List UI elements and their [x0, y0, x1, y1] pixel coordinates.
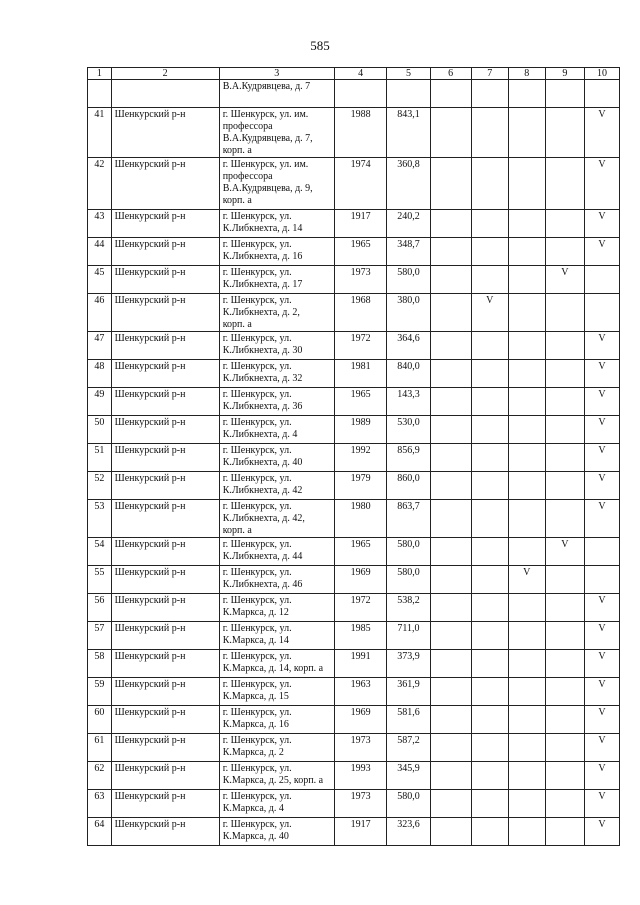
- column-6-mark: [430, 108, 471, 158]
- row-number-cell: 54: [88, 538, 112, 566]
- header-cell: 10: [584, 68, 619, 80]
- column-10-mark: [584, 80, 619, 108]
- table-row: [88, 472, 620, 500]
- column-8-mark: [508, 158, 545, 210]
- column-9-mark: [545, 444, 584, 472]
- year-cell: 1969: [334, 706, 386, 734]
- area-cell: 373,9: [387, 650, 430, 678]
- address-cell: г. Шенкурск, ул. К.Либкнехта, д. 42: [219, 472, 334, 500]
- table-row: [88, 706, 620, 734]
- district-cell: Шенкурский р-н: [111, 210, 219, 238]
- column-7-mark: [471, 238, 508, 266]
- column-10-mark: V: [584, 500, 619, 538]
- district-cell: Шенкурский р-н: [111, 472, 219, 500]
- area-cell: 360,8: [387, 158, 430, 210]
- row-number-cell: 57: [88, 622, 112, 650]
- column-10-mark: [584, 538, 619, 566]
- area-cell: 345,9: [387, 762, 430, 790]
- column-10-mark: V: [584, 360, 619, 388]
- column-9-mark: [545, 594, 584, 622]
- row-number-cell: 44: [88, 238, 112, 266]
- year-cell: 1985: [334, 622, 386, 650]
- district-cell: Шенкурский р-н: [111, 238, 219, 266]
- address-cell: г. Шенкурск, ул. К.Маркса, д. 14: [219, 622, 334, 650]
- address-cell: г. Шенкурск, ул. К.Либкнехта, д. 2, корп. а: [219, 294, 334, 332]
- row-number-cell: 62: [88, 762, 112, 790]
- column-9-mark: [545, 790, 584, 818]
- column-9-mark: [545, 678, 584, 706]
- column-7-mark: [471, 790, 508, 818]
- table-row: [88, 158, 620, 210]
- column-8-mark: [508, 538, 545, 566]
- district-cell: Шенкурский р-н: [111, 622, 219, 650]
- column-10-mark: V: [584, 678, 619, 706]
- area-cell: 580,0: [387, 790, 430, 818]
- column-6-mark: [430, 80, 471, 108]
- year-cell: 1965: [334, 238, 386, 266]
- column-10-mark: V: [584, 388, 619, 416]
- column-10-mark: V: [584, 332, 619, 360]
- address-cell: г. Шенкурск, ул. К.Либкнехта, д. 17: [219, 266, 334, 294]
- column-8-mark: [508, 790, 545, 818]
- table-row: [88, 108, 620, 158]
- table-row: [88, 566, 620, 594]
- column-9-mark: [545, 238, 584, 266]
- year-cell: 1991: [334, 650, 386, 678]
- column-8-mark: [508, 388, 545, 416]
- district-cell: Шенкурский р-н: [111, 762, 219, 790]
- column-9-mark: [545, 566, 584, 594]
- area-cell: 538,2: [387, 594, 430, 622]
- row-number-cell: 61: [88, 734, 112, 762]
- header-cell: 7: [471, 68, 508, 80]
- column-10-mark: V: [584, 734, 619, 762]
- district-cell: Шенкурский р-н: [111, 500, 219, 538]
- district-cell: Шенкурский р-н: [111, 416, 219, 444]
- district-cell: Шенкурский р-н: [111, 706, 219, 734]
- column-7-mark: [471, 734, 508, 762]
- address-cell: В.А.Кудрявцева, д. 7: [219, 80, 334, 108]
- address-cell: г. Шенкурск, ул. К.Маркса, д. 12: [219, 594, 334, 622]
- year-cell: 1969: [334, 566, 386, 594]
- column-9-mark: [545, 818, 584, 846]
- row-number-cell: 46: [88, 294, 112, 332]
- column-7-mark: V: [471, 294, 508, 332]
- address-cell: г. Шенкурск, ул. К.Либкнехта, д. 36: [219, 388, 334, 416]
- address-cell: г. Шенкурск, ул. К.Либкнехта, д. 46: [219, 566, 334, 594]
- table-row: [88, 790, 620, 818]
- table-row: [88, 444, 620, 472]
- district-cell: Шенкурский р-н: [111, 790, 219, 818]
- column-7-mark: [471, 706, 508, 734]
- district-cell: Шенкурский р-н: [111, 108, 219, 158]
- table-row: [88, 294, 620, 332]
- area-cell: 581,6: [387, 706, 430, 734]
- column-7-mark: [471, 500, 508, 538]
- address-cell: г. Шенкурск, ул. К.Либкнехта, д. 42, корп. а: [219, 500, 334, 538]
- area-cell: 580,0: [387, 566, 430, 594]
- year-cell: 1917: [334, 210, 386, 238]
- row-number-cell: 55: [88, 566, 112, 594]
- area-cell: 863,7: [387, 500, 430, 538]
- page-number: 585: [310, 38, 330, 53]
- header-cell: 5: [387, 68, 430, 80]
- row-number-cell: 52: [88, 472, 112, 500]
- column-10-mark: V: [584, 762, 619, 790]
- area-cell: 380,0: [387, 294, 430, 332]
- year-cell: 1979: [334, 472, 386, 500]
- column-9-mark: [545, 80, 584, 108]
- district-cell: Шенкурский р-н: [111, 388, 219, 416]
- table-row: [88, 238, 620, 266]
- district-cell: Шенкурский р-н: [111, 360, 219, 388]
- address-cell: г. Шенкурск, ул. К.Либкнехта, д. 30: [219, 332, 334, 360]
- table-row: [88, 210, 620, 238]
- address-cell: г. Шенкурск, ул. К.Маркса, д. 4: [219, 790, 334, 818]
- header-cell: 9: [545, 68, 584, 80]
- column-10-mark: [584, 294, 619, 332]
- column-9-mark: [545, 294, 584, 332]
- column-6-mark: [430, 762, 471, 790]
- area-cell: 348,7: [387, 238, 430, 266]
- row-number-cell: 47: [88, 332, 112, 360]
- header-cell: 6: [430, 68, 471, 80]
- address-cell: г. Шенкурск, ул. К.Либкнехта, д. 16: [219, 238, 334, 266]
- district-cell: Шенкурский р-н: [111, 444, 219, 472]
- header-cell: 3: [219, 68, 334, 80]
- year-cell: 1963: [334, 678, 386, 706]
- address-cell: г. Шенкурск, ул. К.Маркса, д. 25, корп. а: [219, 762, 334, 790]
- column-7-mark: [471, 266, 508, 294]
- column-9-mark: [545, 210, 584, 238]
- table-row: [88, 538, 620, 566]
- row-number-cell: [88, 80, 112, 108]
- column-8-mark: [508, 706, 545, 734]
- column-9-mark: [545, 622, 584, 650]
- column-9-mark: [545, 706, 584, 734]
- year-cell: 1981: [334, 360, 386, 388]
- column-6-mark: [430, 734, 471, 762]
- column-10-mark: V: [584, 416, 619, 444]
- column-9-mark: [545, 416, 584, 444]
- column-7-mark: [471, 622, 508, 650]
- area-cell: 323,6: [387, 818, 430, 846]
- table-row: [88, 360, 620, 388]
- address-cell: г. Шенкурск, ул. К.Маркса, д. 2: [219, 734, 334, 762]
- column-6-mark: [430, 332, 471, 360]
- column-6-mark: [430, 650, 471, 678]
- area-cell: 587,2: [387, 734, 430, 762]
- row-number-cell: 49: [88, 388, 112, 416]
- column-10-mark: V: [584, 650, 619, 678]
- column-10-mark: V: [584, 818, 619, 846]
- column-8-mark: [508, 650, 545, 678]
- address-cell: г. Шенкурск, ул. К.Маркса, д. 15: [219, 678, 334, 706]
- year-cell: 1917: [334, 818, 386, 846]
- column-6-mark: [430, 158, 471, 210]
- table-row: [88, 80, 620, 108]
- column-10-mark: V: [584, 238, 619, 266]
- district-cell: Шенкурский р-н: [111, 566, 219, 594]
- address-cell: г. Шенкурск, ул. К.Либкнехта, д. 40: [219, 444, 334, 472]
- column-10-mark: [584, 266, 619, 294]
- column-8-mark: [508, 416, 545, 444]
- column-9-mark: V: [545, 538, 584, 566]
- column-8-mark: [508, 594, 545, 622]
- column-7-mark: [471, 332, 508, 360]
- year-cell: 1992: [334, 444, 386, 472]
- column-8-mark: V: [508, 566, 545, 594]
- column-8-mark: [508, 80, 545, 108]
- column-9-mark: [545, 388, 584, 416]
- column-6-mark: [430, 210, 471, 238]
- table-row: [88, 734, 620, 762]
- column-8-mark: [508, 444, 545, 472]
- column-10-mark: V: [584, 594, 619, 622]
- column-7-mark: [471, 818, 508, 846]
- address-cell: г. Шенкурск, ул. К.Маркса, д. 14, корп. а: [219, 650, 334, 678]
- housing-register-table: [87, 67, 620, 846]
- row-number-cell: 60: [88, 706, 112, 734]
- year-cell: 1980: [334, 500, 386, 538]
- header-cell: 1: [88, 68, 112, 80]
- column-8-mark: [508, 622, 545, 650]
- address-cell: г. Шенкурск, ул. К.Либкнехта, д. 14: [219, 210, 334, 238]
- table-row: [88, 650, 620, 678]
- area-cell: 364,6: [387, 332, 430, 360]
- column-7-mark: [471, 762, 508, 790]
- column-8-mark: [508, 266, 545, 294]
- column-10-mark: V: [584, 472, 619, 500]
- row-number-cell: 53: [88, 500, 112, 538]
- year-cell: 1973: [334, 266, 386, 294]
- column-7-mark: [471, 388, 508, 416]
- district-cell: Шенкурский р-н: [111, 332, 219, 360]
- column-6-mark: [430, 818, 471, 846]
- column-7-mark: [471, 158, 508, 210]
- column-10-mark: V: [584, 790, 619, 818]
- address-cell: г. Шенкурск, ул. К.Либкнехта, д. 32: [219, 360, 334, 388]
- table-row: [88, 818, 620, 846]
- area-cell: 240,2: [387, 210, 430, 238]
- column-8-mark: [508, 294, 545, 332]
- column-8-mark: [508, 818, 545, 846]
- column-9-mark: [545, 650, 584, 678]
- area-cell: 860,0: [387, 472, 430, 500]
- table-row: [88, 762, 620, 790]
- column-6-mark: [430, 622, 471, 650]
- table-row: [88, 622, 620, 650]
- column-8-mark: [508, 332, 545, 360]
- year-cell: 1965: [334, 388, 386, 416]
- table-row: [88, 332, 620, 360]
- column-9-mark: [545, 734, 584, 762]
- column-9-mark: [545, 332, 584, 360]
- column-10-mark: V: [584, 622, 619, 650]
- column-7-mark: [471, 360, 508, 388]
- column-6-mark: [430, 500, 471, 538]
- column-8-mark: [508, 210, 545, 238]
- column-9-mark: [545, 762, 584, 790]
- column-6-mark: [430, 444, 471, 472]
- row-number-cell: 59: [88, 678, 112, 706]
- address-cell: г. Шенкурск, ул. им. профессора В.А.Кудрявцева, д. 7, корп. а: [219, 108, 334, 158]
- column-9-mark: [545, 500, 584, 538]
- row-number-cell: 43: [88, 210, 112, 238]
- row-number-cell: 56: [88, 594, 112, 622]
- column-7-mark: [471, 472, 508, 500]
- table-row: [88, 388, 620, 416]
- district-cell: Шенкурский р-н: [111, 158, 219, 210]
- year-cell: 1973: [334, 790, 386, 818]
- column-10-mark: V: [584, 210, 619, 238]
- address-cell: г. Шенкурск, ул. К.Либкнехта, д. 44: [219, 538, 334, 566]
- column-8-mark: [508, 360, 545, 388]
- area-cell: 843,1: [387, 108, 430, 158]
- year-cell: 1972: [334, 594, 386, 622]
- column-6-mark: [430, 790, 471, 818]
- column-6-mark: [430, 472, 471, 500]
- row-number-cell: 41: [88, 108, 112, 158]
- area-cell: 143,3: [387, 388, 430, 416]
- year-cell: [334, 80, 386, 108]
- column-10-mark: V: [584, 444, 619, 472]
- year-cell: 1993: [334, 762, 386, 790]
- row-number-cell: 51: [88, 444, 112, 472]
- column-6-mark: [430, 594, 471, 622]
- table-row: [88, 500, 620, 538]
- district-cell: Шенкурский р-н: [111, 266, 219, 294]
- column-10-mark: V: [584, 706, 619, 734]
- year-cell: 1988: [334, 108, 386, 158]
- column-6-mark: [430, 294, 471, 332]
- column-10-mark: [584, 566, 619, 594]
- column-10-mark: V: [584, 158, 619, 210]
- column-7-mark: [471, 108, 508, 158]
- year-cell: 1965: [334, 538, 386, 566]
- address-cell: г. Шенкурск, ул. К.Маркса, д. 16: [219, 706, 334, 734]
- year-cell: 1973: [334, 734, 386, 762]
- year-cell: 1968: [334, 294, 386, 332]
- column-8-mark: [508, 472, 545, 500]
- table-header-row: [88, 68, 620, 80]
- column-9-mark: [545, 158, 584, 210]
- column-9-mark: [545, 472, 584, 500]
- column-7-mark: [471, 210, 508, 238]
- column-8-mark: [508, 762, 545, 790]
- district-cell: Шенкурский р-н: [111, 818, 219, 846]
- column-7-mark: [471, 80, 508, 108]
- address-cell: г. Шенкурск, ул. К.Либкнехта, д. 4: [219, 416, 334, 444]
- header-cell: 4: [334, 68, 386, 80]
- row-number-cell: 58: [88, 650, 112, 678]
- column-6-mark: [430, 238, 471, 266]
- column-10-mark: V: [584, 108, 619, 158]
- district-cell: Шенкурский р-н: [111, 734, 219, 762]
- table-row: [88, 266, 620, 294]
- area-cell: 530,0: [387, 416, 430, 444]
- row-number-cell: 45: [88, 266, 112, 294]
- row-number-cell: 63: [88, 790, 112, 818]
- area-cell: 580,0: [387, 538, 430, 566]
- header-cell: 2: [111, 68, 219, 80]
- column-6-mark: [430, 678, 471, 706]
- column-6-mark: [430, 706, 471, 734]
- column-8-mark: [508, 238, 545, 266]
- district-cell: Шенкурский р-н: [111, 538, 219, 566]
- column-9-mark: [545, 108, 584, 158]
- header-cell: 8: [508, 68, 545, 80]
- area-cell: 856,9: [387, 444, 430, 472]
- column-7-mark: [471, 444, 508, 472]
- column-6-mark: [430, 566, 471, 594]
- year-cell: 1972: [334, 332, 386, 360]
- row-number-cell: 50: [88, 416, 112, 444]
- column-6-mark: [430, 266, 471, 294]
- row-number-cell: 64: [88, 818, 112, 846]
- address-cell: г. Шенкурск, ул. им. профессора В.А.Кудрявцева, д. 9, корп. а: [219, 158, 334, 210]
- row-number-cell: 48: [88, 360, 112, 388]
- column-7-mark: [471, 416, 508, 444]
- district-cell: Шенкурский р-н: [111, 678, 219, 706]
- district-cell: Шенкурский р-н: [111, 650, 219, 678]
- table-row: [88, 594, 620, 622]
- column-9-mark: [545, 360, 584, 388]
- column-7-mark: [471, 566, 508, 594]
- column-8-mark: [508, 678, 545, 706]
- column-6-mark: [430, 388, 471, 416]
- column-7-mark: [471, 594, 508, 622]
- area-cell: [387, 80, 430, 108]
- column-7-mark: [471, 678, 508, 706]
- column-6-mark: [430, 538, 471, 566]
- year-cell: 1989: [334, 416, 386, 444]
- table-row: [88, 416, 620, 444]
- column-8-mark: [508, 734, 545, 762]
- table-row: [88, 678, 620, 706]
- year-cell: 1974: [334, 158, 386, 210]
- address-cell: г. Шенкурск, ул. К.Маркса, д. 40: [219, 818, 334, 846]
- column-6-mark: [430, 416, 471, 444]
- column-8-mark: [508, 108, 545, 158]
- column-8-mark: [508, 500, 545, 538]
- area-cell: 361,9: [387, 678, 430, 706]
- district-cell: [111, 80, 219, 108]
- area-cell: 580,0: [387, 266, 430, 294]
- area-cell: 711,0: [387, 622, 430, 650]
- area-cell: 840,0: [387, 360, 430, 388]
- column-9-mark: V: [545, 266, 584, 294]
- row-number-cell: 42: [88, 158, 112, 210]
- column-7-mark: [471, 538, 508, 566]
- column-7-mark: [471, 650, 508, 678]
- district-cell: Шенкурский р-н: [111, 294, 219, 332]
- column-6-mark: [430, 360, 471, 388]
- district-cell: Шенкурский р-н: [111, 594, 219, 622]
